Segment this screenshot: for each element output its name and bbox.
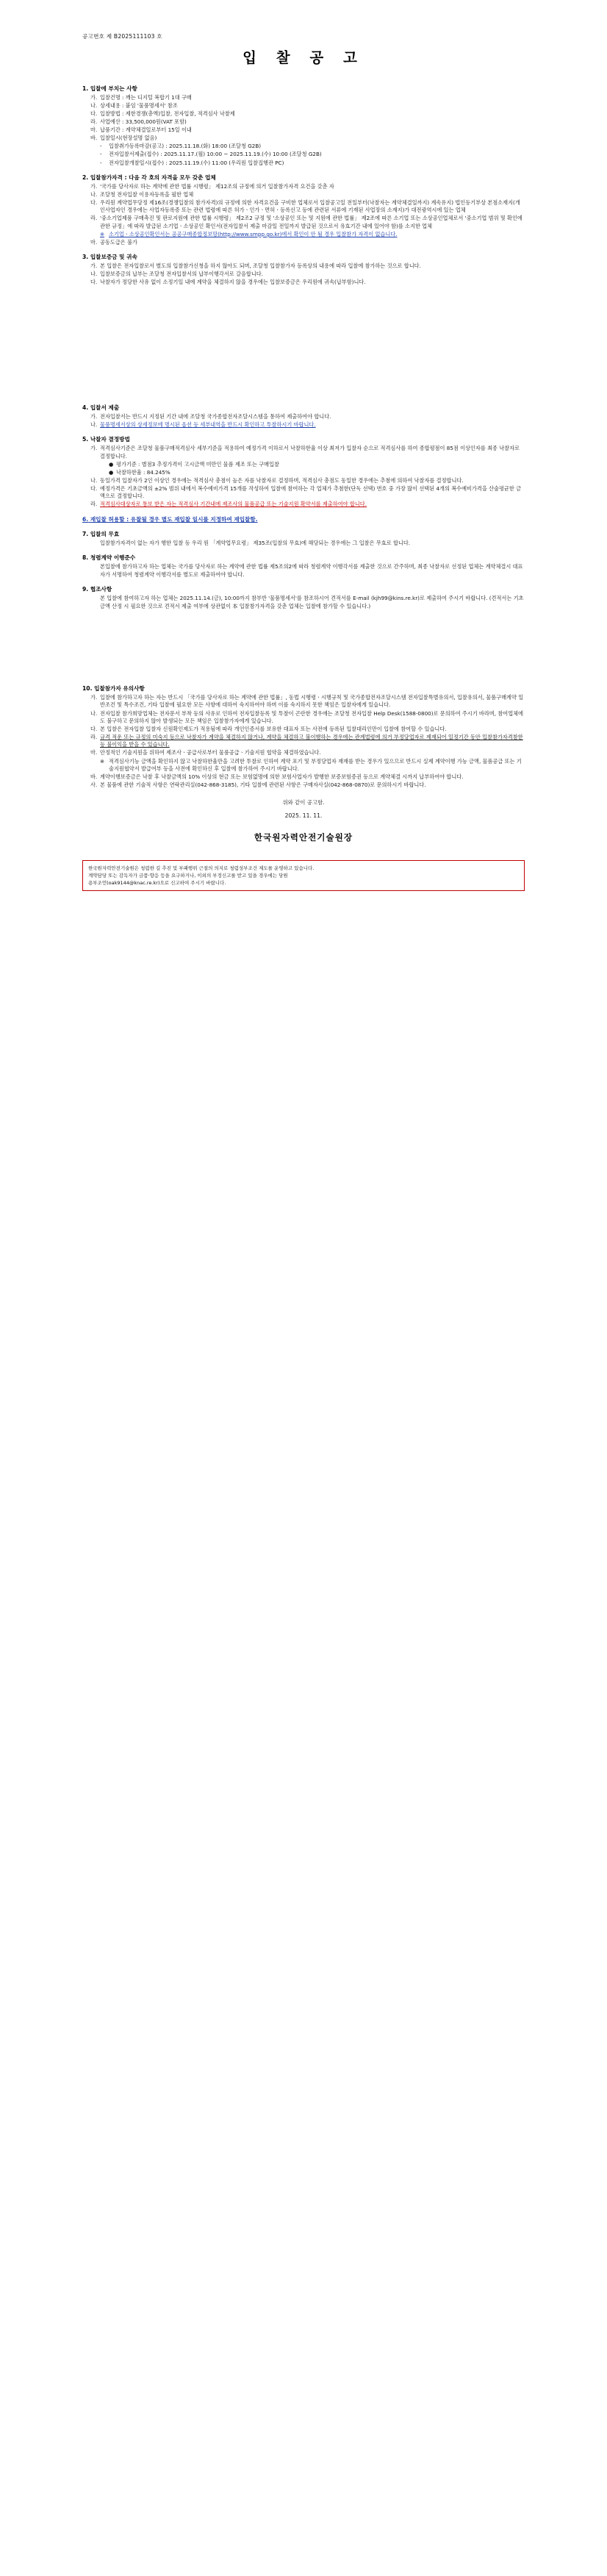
item-text: '중소기업제품 구매촉진 및 판로지원에 관한 법률 시행령」 제2조2 규정 및 '소상공인 또는 및 지원에 관한 법률」 제2조에 따른 소기업 또는 소상공인업체로서 '중소기업 범위 및 확인에 관한 규정」에 따라 발급된 소기업ㆍ소상공인 확인서(전자입찰서 제출 마감일 전일까지 발급된 것으로서 유효기간 내에 있어야 함)를 소지한 업체 xyxy=(100,215,522,229)
item-text: 전자입찰개찰일시(접수) : 2025.11.19.(수) 11:00 (우리원 입찰집행관 PC) xyxy=(109,159,284,166)
item-marker: 가. xyxy=(90,694,98,701)
section-3 xyxy=(82,253,525,287)
list-item xyxy=(90,595,525,610)
item-marker: 사. xyxy=(90,781,98,789)
item-marker: 나. xyxy=(90,709,98,717)
item-text: 전자입찰서제출(접수) : 2025.11.17.(월) 10:00 ~ 2025.11.19.(수) 10:00 (조달청 G2B) xyxy=(109,151,322,158)
list-item-note xyxy=(100,758,525,773)
item-text: 공동도급은 불가 xyxy=(100,238,137,246)
list-item xyxy=(90,215,525,230)
section-4-title xyxy=(82,404,525,412)
section-9 xyxy=(82,585,525,610)
item-text: 본 입찰은 전자입찰로서 별도의 입찰참가신청을 하지 않아도 되며, 조달청 입찰참가자 등록상의 내용에 따라 입찰에 참가하는 것으로 합니다. xyxy=(100,262,421,270)
section-5-heading: 낙찰자 결정방법 xyxy=(90,436,130,443)
item-marker: 나. xyxy=(90,476,98,484)
item-text: 입찰에 참가하고자 하는 자는 반드시 「국가를 당사자로 하는 계약에 관한 법률」, 동법 시행령ㆍ시행규칙 및 국가종합전자조달시스템 전자입찰특별유의서, 입찰유의서, 물품구매계약 일반조건 및 특수조건, 기타 입찰에 필요한 모든 사항에 대하여 숙지하여야 하며 이를 숙지하지 못한 책임은 입찰자에게 있습니다. xyxy=(100,694,524,709)
list-item xyxy=(90,262,525,270)
list-item xyxy=(90,540,525,547)
item-text: 입찰일시(현장설명 없음) xyxy=(100,135,157,142)
item-text: 상세내용 : 붙임 '물품명세서' 참조 xyxy=(100,102,178,110)
item-text: 본입찰에 참가하고자 하는 업체는 국가를 당사자로 하는 계약에 관한 법률 제5조의2에 따라 청렴계약 이행각서를 제출한 것으로 간주하며, 최종 낙찰자로 선정된 업체는 계약체결시 대표자가 서명하여 청렴계약 이행각서를 별도로 제출하여야 합니다. xyxy=(100,563,523,578)
item-text: 사업예산 : 33,500,000원(VAT 포함) xyxy=(100,118,187,126)
item-text: 우리원 계약업무당정 제16조(경쟁입찰의 참가자격)의 규정에 의한 자격요건을 구비한 업체로서 입찰공고일 전일부터(낙찰자는 계약체결일까지) 계속유지) 법인등기부상 본점소재지(개인사업자인 경우에는 사업자등록증 또는 관련 법령에 따른 허가ㆍ인가ㆍ면허ㆍ등록신고 등에 관련된 서류에 기재된 사업장의 소재지)가 대전광역시에 있는 업체 xyxy=(100,199,520,214)
item-marker: 나. xyxy=(90,421,98,428)
section-3-number: 3. xyxy=(82,254,89,261)
list-item xyxy=(100,151,525,158)
list-item xyxy=(100,160,525,167)
section-1-heading: 입찰에 부치는 사항 xyxy=(90,85,137,93)
item-marker: 다. xyxy=(90,279,98,286)
item-text: 물품명세서상의 상세정보에 명시된 옵션 등 세부내역을 반드시 확인하고 투찰하시기 바랍니다. xyxy=(100,421,316,428)
item-text: 조달청 전자입찰 이용자등록을 필한 업체 xyxy=(100,190,194,198)
list-item xyxy=(90,110,525,118)
list-item xyxy=(90,239,525,246)
section-9-title xyxy=(82,585,525,593)
issue-date: 2025. 11. 11. xyxy=(284,812,323,820)
list-item xyxy=(100,143,525,150)
sections-container xyxy=(82,85,525,789)
section-7-number: 7. xyxy=(82,530,89,537)
page-spacer xyxy=(82,617,525,684)
item-marker: 라. xyxy=(90,501,98,508)
list-item xyxy=(90,749,525,756)
item-marker: - xyxy=(100,159,102,166)
section-5-number: 5. xyxy=(82,436,89,443)
list-item xyxy=(90,445,525,460)
list-item xyxy=(109,469,525,476)
item-text: 안정적인 기술지원을 위하여 제조사ㆍ공급사로부터 물품공급ㆍ기술지원 협약을 체결하였습니다. xyxy=(100,749,321,756)
list-item xyxy=(90,126,525,134)
item-marker: 마. xyxy=(90,126,98,134)
list-item xyxy=(90,118,525,126)
item-marker: 다. xyxy=(90,484,98,492)
item-marker: 가. xyxy=(90,445,98,452)
item-text: 동일가격 입찰자가 2인 이상인 경우에는 적격심사 총점이 높은 자를 낙찰자로 결정하며, 적격심사 총점도 동일한 경우에는 추첨에 의하여 낙찰자를 결정합니다. xyxy=(100,476,464,484)
item-text: 낙찰하한율 : 84.245% xyxy=(116,468,170,476)
section-6-heading: 재입찰 허용할 : 유찰될 경우 별도 재입찰 일시를 지정하여 재입찰함. xyxy=(90,515,258,523)
item-text: 입찰취가등록마감(공고) : 2025.11.18.(화) 18:00 (조달청 G2B) xyxy=(109,143,262,150)
item-text: 낙찰자가 정당한 사유 없이 소정기일 내에 계약을 체결하지 않을 경우에는 입찰보증금은 우리원에 귀속(납부함)니다. xyxy=(100,279,366,286)
item-text: 납품기간 : 계약체결일로부터 15일 이내 xyxy=(100,126,192,134)
list-item xyxy=(109,461,525,468)
item-text: 전자입찰서는 반드시 지정된 기간 내에 조달청 국가종합전자조달시스템을 통하여 제출하여야 합니다. xyxy=(100,412,331,420)
list-item xyxy=(90,183,525,190)
section-6-number: 6. xyxy=(82,515,89,523)
item-marker: 마. xyxy=(90,238,98,246)
section-10-title xyxy=(82,684,525,693)
item-text: 평가기준 : 별점3 추정가격이 고시금액 미만인 물품 제조 또는 구매입찰 xyxy=(116,460,279,468)
list-item xyxy=(90,135,525,142)
section-1-number: 1. xyxy=(82,85,89,93)
item-marker: 나. xyxy=(90,271,98,278)
section-2 xyxy=(82,173,525,246)
list-item xyxy=(90,271,525,278)
page-spacer xyxy=(82,293,525,404)
section-6 xyxy=(82,515,525,523)
notice-line-1: 한국원자력안전기술원은 청렴한 길 추진 및 부패행위 근절의 의지로 청렴성부조건 제도를 운영하고 있습니다. xyxy=(88,865,315,871)
section-8-heading: 청렴계약 이행준수 xyxy=(90,554,136,562)
section-8 xyxy=(82,554,525,579)
list-item xyxy=(90,734,525,749)
item-marker: 가. xyxy=(90,94,98,101)
issuer-name: 한국원자력안전기술원장 xyxy=(254,832,353,843)
list-item xyxy=(90,421,525,429)
item-marker: ● xyxy=(109,468,114,476)
list-item xyxy=(90,94,525,101)
list-item xyxy=(90,781,525,789)
item-text: 본 물품에 관한 기술적 사항은 연락관리실(042-868-3185), 기타 입찰에 관련된 사항은 구매자사실(042-868-0870)로 문의하시기 바랍니다. xyxy=(100,781,426,789)
item-text: 적격심사기능 금액을 확인하지 않고 낙찰하한율만을 고려한 투찰로 인하여 계약 포기 및 부정당업자 재재를 받는 경우가 있으므로 반드시 실제 계약이행 가능 금액, 물품공급 또는 기술지원협약서 발급여부 등을 사전에 확인하신 후 입찰에 참가하여 주시기 바랍니다. xyxy=(109,757,522,772)
section-9-number: 9. xyxy=(82,586,89,593)
item-text: 입찰참가자격이 없는 자가 행한 입찰 등 우리 원 「계약업무요령」 제35조(입찰의 무효)에 해당되는 경우에는 그 입찰은 무효로 합니다. xyxy=(100,539,411,546)
item-text: 본 입찰에 참여하고자 하는 업체는 2025.11.14.(금), 10:00까지 참부반 '물품명세서'를 참조하시어 견적서를 E-mail (kjh99@kins.re.kr)로 제출하여 주시기 바랍니다. (견적서는 기초금액 산정 시 필요한 것으로 견적서 제출 여부에 상관없이 本 입찰참가자격을 갖춘 업체는 입찰에 참가할 수 있습니다.) xyxy=(100,595,524,609)
doc-number: 공고번호 제 B2025111103 호 xyxy=(82,33,162,40)
notice-line-3: 용부조언(oak9144@knac.re.kr)으로 신고하여 주시기 바랍니다. xyxy=(88,880,226,887)
list-item xyxy=(90,279,525,286)
list-item xyxy=(90,413,525,421)
list-item xyxy=(90,501,525,508)
item-text: 예정가격은 기초금액의 ±2% 범위 내에서 복수예비가격 15개를 작성하여 입찰에 참여하는 각 업체가 추첨한(단독 선택) 번호 중 가장 많이 선택된 4개의 복수예비가격을 산술평균한 금액으로 결정합니다. xyxy=(100,484,522,500)
item-text: 적격심사대상자로 통보 받은 자는 적격심사 기간내에 제조사의 물품공급 또는 기술지원 확약서를 제출하여야 합니다. xyxy=(100,501,367,508)
item-marker: 가. xyxy=(90,412,98,420)
section-3-heading: 입찰보증금 및 귀속 xyxy=(90,254,137,261)
item-marker: 다. xyxy=(90,199,98,207)
item-text: 입찰보증금의 납부는 조달청 전자입찰서의 납부이행각서로 갈음합니다. xyxy=(100,271,264,278)
item-marker: - xyxy=(100,151,102,158)
section-7 xyxy=(82,530,525,547)
section-8-title xyxy=(82,554,525,562)
closing-block xyxy=(82,799,525,820)
item-marker: 마. xyxy=(90,749,98,756)
item-marker: 바. xyxy=(90,135,98,142)
list-item xyxy=(90,773,525,781)
item-marker: ● xyxy=(109,460,114,468)
item-marker: 라. xyxy=(90,118,98,126)
list-item xyxy=(90,477,525,484)
section-1 xyxy=(82,85,525,167)
item-marker: 가. xyxy=(90,262,98,270)
list-item xyxy=(90,102,525,110)
list-item xyxy=(90,563,525,579)
section-4-number: 4. xyxy=(82,404,89,411)
section-5-title xyxy=(82,435,525,443)
item-marker: 다. xyxy=(90,110,98,118)
section-3-title xyxy=(82,253,525,261)
list-item xyxy=(90,199,525,215)
item-marker: 라. xyxy=(90,215,98,222)
section-9-heading: 협조사항 xyxy=(90,586,112,593)
section-2-number: 2. xyxy=(82,173,89,181)
section-8-number: 8. xyxy=(82,554,89,562)
item-marker: 바. xyxy=(90,773,98,780)
item-marker: ※ xyxy=(100,230,105,237)
item-text: '국가를 당사자로 하는 계약에 관한 법률 시행령」 제12조의 규정에 의거 입찰참가자격 요건을 갖춘 자 xyxy=(100,182,334,190)
list-item xyxy=(90,726,525,733)
list-item-note xyxy=(100,231,525,238)
section-2-heading: 입찰참가자격 : 다음 각 호의 자격을 모두 갖춘 업체 xyxy=(90,173,216,181)
item-marker: 나. xyxy=(90,190,98,198)
notice-line-2: 계약담당 또는 감독자가 금품·향응 등을 요구하거나, 이외의 부정신고를 받고 있을 경우에는 당원 xyxy=(88,873,288,879)
section-10-number: 10. xyxy=(82,685,93,693)
section-10 xyxy=(82,684,525,789)
item-text: 본 입찰은 전자입찰 입찰자 신원확인제도가 적용됨에 따라 개인인증서를 보유한 대표자 또는 사전에 등록된 입찰대리인만이 입찰에 참여할 수 있습니다. xyxy=(100,725,447,732)
section-7-heading: 입찰의 무효 xyxy=(90,530,120,537)
list-item xyxy=(90,694,525,709)
item-text: 적격심사기준은 조달청 물품구매적격심사 세부기준을 적용하여 예정가격 이하로서 낙찰하한율 이상 최저가 입찰자 순으로 적격심사를 하여 종합평점이 85점 이상인자를 최종 낙찰자로 결정합니다. xyxy=(100,445,520,459)
item-marker: ※ xyxy=(100,757,105,765)
item-marker: 다. xyxy=(90,725,98,732)
anti-corruption-notice xyxy=(82,860,525,891)
item-text: 계약이행보증금은 낙찰 후 낙찰금액의 10% 이상의 현금 또는 보험없명에 의한 보험사업자가 발행한 보증보험증권 등으로 계약체결 시까지 납부하여야 합니다. xyxy=(100,773,464,780)
item-text[interactable]: 소기업ㆍ소상공인확인서는 공공구매종합정보망(http://www.smpp.go.kr)에서 확인이 안 될 경우 입찰참가 자격이 없습니다. xyxy=(109,230,398,237)
item-text: 입찰방법 : 제한경쟁(총액)입찰, 전자입찰, 적격심사 낙찰제 xyxy=(100,110,235,118)
list-item xyxy=(90,191,525,198)
section-1-title xyxy=(82,85,525,93)
item-text: 전자입찰 참가희망업체는 전자문서 부착 등의 사유로 인하여 전자입찰등록 및 투찰이 곤란한 경우에는 조달청 전자입찰 Help Desk(1588-0800)로 문의하여 주시기 바라며, 참여업체에도 불구하고 문의하지 않아 발생되는 모든 책임은 입찰참가자에게 있습니다. xyxy=(100,709,524,724)
section-6-title xyxy=(82,515,525,523)
list-item xyxy=(90,710,525,726)
item-marker: 나. xyxy=(90,102,98,110)
list-item xyxy=(90,485,525,501)
section-5 xyxy=(82,435,525,508)
item-marker: 가. xyxy=(90,182,98,190)
section-2-title xyxy=(82,173,525,182)
item-text: 입찰건명 : 깨는 디지털 복합기 1대 구매 xyxy=(100,94,192,101)
closing-statement: 위와 같이 공고함. xyxy=(282,799,325,806)
section-10-heading: 입찰참가자 유의사항 xyxy=(94,685,145,693)
item-marker: 라. xyxy=(90,734,98,741)
page-title: 입 찰 공 고 xyxy=(243,49,364,66)
item-text: 규격 적운 또는 규정의 미숙지 등으로 낙찰자가 계약을 체결하지 않거나, 계약을 체결하고 불이행하는 경우에는 관계법령에 의거 부정당업자로 제재되어 일정기간 동안 입찰참가자격참한 등 불이익을 받을 수 있습니다. xyxy=(100,734,523,748)
section-4 xyxy=(82,404,525,429)
section-4-heading: 입찰서 제출 xyxy=(90,404,120,411)
section-7-title xyxy=(82,530,525,538)
item-marker: - xyxy=(100,143,102,150)
